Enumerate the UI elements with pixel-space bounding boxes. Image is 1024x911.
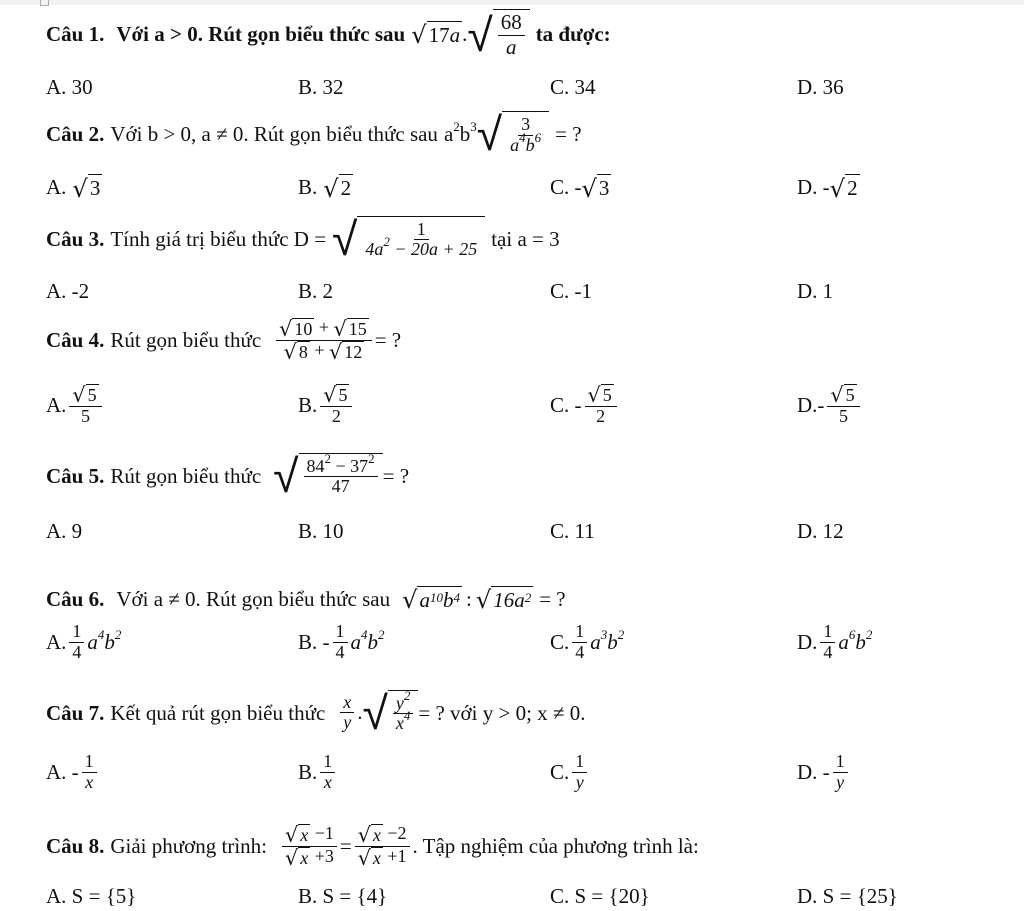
q1-expression: √ 17 a . √ $\frac{68}{a}$ — [411, 9, 530, 58]
question-label: Câu 3. — [46, 226, 105, 251]
option-c[interactable]: C. - √ 5 2 — [550, 384, 620, 427]
question-text: Với b > 0, a ≠ 0. Rút gọn biểu thức sau — [110, 121, 438, 146]
option-b[interactable]: B. √ 2 — [298, 174, 352, 203]
question-label: Câu 1. — [46, 21, 105, 46]
question-text-end: = ? — [539, 586, 566, 611]
option-label: A. — [46, 392, 67, 417]
question-label: Câu 6. — [46, 586, 105, 611]
option-d[interactable]: D.- √ 5 5 — [797, 384, 863, 427]
option-a[interactable]: A. $\frac{1}{4}$ $a^4b^2$ — [46, 621, 122, 662]
option-label: B. — [298, 392, 318, 417]
question-6 — [46, 583, 566, 615]
option-label: B. — [298, 759, 318, 784]
option-label: A. — [46, 175, 67, 199]
question-8 — [46, 816, 699, 876]
question-2 — [46, 106, 582, 161]
option-a[interactable]: A. - $\frac{1}{x}$ — [46, 752, 100, 793]
option-c[interactable]: C. - √ 3 — [550, 174, 610, 203]
question-text-end: = ? — [382, 463, 410, 488]
option-b[interactable]: B. 2 — [298, 279, 334, 303]
question-text-end: ta được: — [535, 21, 611, 46]
option-a[interactable]: A. 30 — [46, 75, 93, 99]
question-1 — [46, 8, 611, 63]
option-label: A. - — [46, 759, 79, 784]
q8-expression: √ x −1 √ x +3 = √ x −2 √ x +1 — [279, 824, 413, 869]
page-marker — [40, 0, 49, 6]
question-text: Với a > 0. Rút gọn biểu thức sau — [116, 21, 406, 46]
question-text-end: = ? — [374, 327, 402, 352]
option-label: C. - — [550, 175, 582, 199]
question-3 — [46, 212, 560, 266]
question-text: Giải phương trình: — [110, 833, 267, 858]
option-b[interactable]: B. √ 5 2 — [298, 384, 355, 427]
option-c[interactable]: C. 34 — [550, 75, 596, 99]
option-d[interactable]: D. S = {25} — [797, 884, 898, 908]
option-d[interactable]: D. 36 — [797, 75, 844, 99]
question-text: Với a ≠ 0. Rút gọn biểu thức sau — [116, 586, 391, 611]
question-label: Câu 5. — [46, 463, 105, 488]
option-c[interactable]: C. $\frac{1}{4}$ $a^3b^2$ — [550, 621, 625, 662]
top-border — [0, 0, 1024, 5]
q4-expression: √ 10 + √ 15 √ 8 + √ 12 — [276, 318, 372, 363]
question-label: Câu 7. — [46, 700, 105, 725]
option-b[interactable]: B. $\frac{1}{x}$ — [298, 752, 338, 793]
question-text: Tính giá trị biểu thức D = — [110, 226, 327, 251]
option-a[interactable]: A. 9 — [46, 519, 83, 543]
option-c[interactable]: C. S = {20} — [550, 884, 650, 908]
option-c[interactable]: C. 11 — [550, 519, 595, 543]
option-label: A. — [46, 629, 67, 654]
option-c[interactable]: C. $\frac{1}{y}$ — [550, 752, 590, 793]
option-label: B. — [298, 175, 318, 199]
option-a[interactable]: A. √ 3 — [46, 174, 101, 203]
option-b[interactable]: B. 32 — [298, 75, 344, 99]
option-label: B. - — [298, 629, 330, 654]
option-a[interactable]: A. S = {5} — [46, 884, 137, 908]
question-text-end: . Tập nghiệm của phương trình là: — [412, 833, 699, 858]
option-label: C. — [550, 629, 570, 654]
q6-expression: √ a $^{10}$ b $^4$ : √ 16a $^2$ — [402, 586, 532, 615]
question-label: Câu 2. — [46, 121, 105, 146]
question-text: Rút gọn biểu thức — [110, 327, 262, 352]
option-b[interactable]: B. - $\frac{1}{4}$ $a^4b^2$ — [298, 621, 385, 662]
q7-expression: $\frac{x}{y}$ . √ $\frac{y^2}{x^4}$ — [337, 690, 418, 736]
option-a[interactable]: A. -2 — [46, 279, 90, 303]
option-label: C. — [550, 759, 570, 784]
option-label: D. — [797, 629, 818, 654]
question-text-end: = ? với y > 0; x ≠ 0. — [418, 700, 586, 725]
option-c[interactable]: C. -1 — [550, 279, 592, 303]
question-4 — [46, 311, 401, 369]
question-label: Câu 4. — [46, 327, 105, 352]
question-7 — [46, 685, 585, 741]
question-5 — [46, 447, 409, 505]
option-label: D. - — [797, 759, 830, 784]
option-label: C. - — [550, 392, 582, 417]
option-a[interactable]: A. √ 5 5 — [46, 384, 105, 427]
option-b[interactable]: B. 10 — [298, 519, 344, 543]
option-label: D. - — [797, 175, 830, 199]
option-b[interactable]: B. S = {4} — [298, 884, 388, 908]
q5-expression: √ $\frac{84^2 - 37^2}{47}$ — [273, 453, 383, 499]
option-d[interactable]: D. 1 — [797, 279, 834, 303]
question-text-end: tại a = 3 — [491, 226, 560, 251]
question-text: Kết quả rút gọn biểu thức — [110, 700, 326, 725]
option-label: D.- — [797, 392, 825, 417]
question-text: Rút gọn biểu thức — [110, 463, 262, 488]
option-d[interactable]: D. $\frac{1}{4}$ $a^6b^2$ — [797, 621, 873, 662]
q2-expression: $a^2b^3$ √ $\frac{3}{a^4b^6}$ — [444, 111, 549, 157]
option-d[interactable]: D. - $\frac{1}{y}$ — [797, 752, 851, 793]
option-d[interactable]: D. 12 — [797, 519, 844, 543]
question-label: Câu 8. — [46, 833, 105, 858]
question-text-end: = ? — [555, 121, 582, 146]
q3-expression: √ $\frac{1}{4a^2 - 20a + 25}$ — [332, 216, 485, 262]
option-d[interactable]: D. - √ 2 — [797, 174, 858, 203]
